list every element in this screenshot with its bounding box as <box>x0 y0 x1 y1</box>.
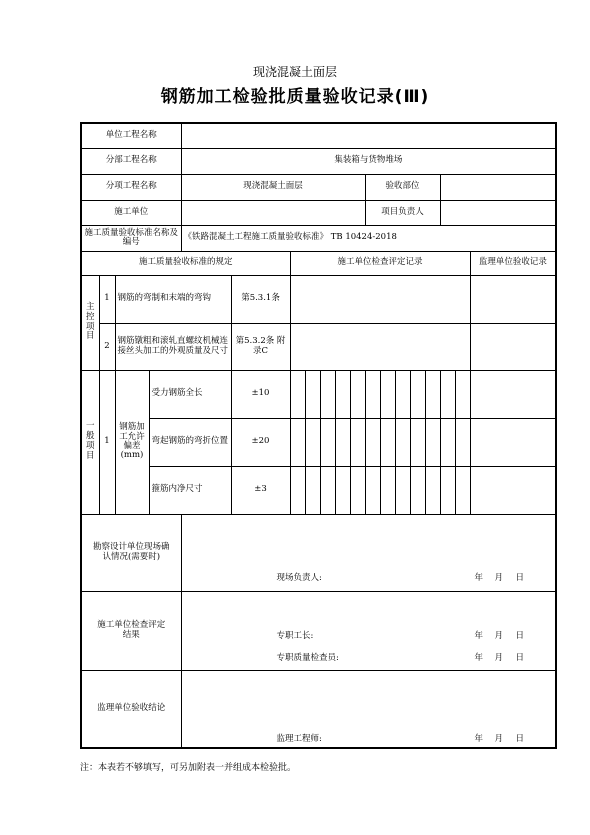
main-control-item-check[interactable] <box>290 323 470 370</box>
general-item-name: 受力钢筋全长 <box>149 370 231 418</box>
measure-cell[interactable] <box>350 370 365 418</box>
construction-day-2: 日 <box>515 652 525 663</box>
general-item-tolerance: ±3 <box>231 466 290 514</box>
measure-cell[interactable] <box>365 466 380 514</box>
measure-cell[interactable] <box>440 466 455 514</box>
main-control-item-ref: 第5.3.2条 附录C <box>231 323 290 370</box>
inspection-part-label: 验收部位 <box>365 174 440 200</box>
measure-cell[interactable] <box>305 418 320 466</box>
construction-year-2: 年 <box>474 652 484 663</box>
construction-month-2: 月 <box>494 652 504 663</box>
supervision-conclusion-label: 监理单位验收结论 <box>81 670 181 748</box>
measure-cell[interactable] <box>425 466 440 514</box>
construction-day-1: 日 <box>515 630 525 641</box>
general-item-name: 箍筋内净尺寸 <box>149 466 231 514</box>
general-item-supervision[interactable] <box>470 370 556 418</box>
construction-unit-value[interactable] <box>181 200 365 225</box>
supervision-signoff-area[interactable] <box>181 670 556 748</box>
standard-value: 《铁路混凝土工程施工质量验收标准》 TB 10424-2018 <box>181 225 556 251</box>
measure-cell[interactable] <box>380 418 395 466</box>
general-item-tolerance: ±20 <box>231 418 290 466</box>
main-control-item-desc: 钢筋镦粗和滚轧直螺纹机械连接丝头加工的外观质量及尺寸 <box>115 323 231 370</box>
construction-year-1: 年 <box>474 630 484 641</box>
measure-cell[interactable] <box>290 418 305 466</box>
measure-cell[interactable] <box>350 418 365 466</box>
measure-cell[interactable] <box>290 466 305 514</box>
survey-label: 勘察设计单位现场确认情况(需要时) <box>81 514 181 591</box>
unit-project-value[interactable] <box>181 123 556 148</box>
survey-signoff-area[interactable] <box>181 514 556 591</box>
measure-cell[interactable] <box>320 370 335 418</box>
measure-cell[interactable] <box>365 418 380 466</box>
column-supervision-check-header: 监理单位验收记录 <box>470 251 556 275</box>
project-manager-value[interactable] <box>440 200 556 225</box>
general-label: 一般项目 <box>81 370 99 514</box>
construction-signoff-area[interactable] <box>181 591 556 670</box>
main-control-item-supervision[interactable] <box>470 275 556 323</box>
standard-label: 施工质量验收标准名称及编号 <box>81 225 181 251</box>
measure-cell[interactable] <box>440 418 455 466</box>
measure-cell[interactable] <box>410 466 425 514</box>
project-manager-label: 项目负责人 <box>365 200 440 225</box>
sub-project-label: 分部工程名称 <box>81 148 181 174</box>
construction-unit-label: 施工单位 <box>81 200 181 225</box>
measure-cell[interactable] <box>440 370 455 418</box>
inspection-form-table <box>80 122 557 749</box>
measure-cell[interactable] <box>335 418 350 466</box>
inspection-part-value[interactable] <box>440 174 556 200</box>
form-title: 钢筋加工检验批质量验收记录(Ⅲ) <box>160 87 430 107</box>
measure-cell[interactable] <box>320 418 335 466</box>
general-item-supervision[interactable] <box>470 418 556 466</box>
main-control-item-desc: 钢筋的弯制和末端的弯钩 <box>115 275 231 323</box>
measure-cell[interactable] <box>395 370 410 418</box>
survey-day: 日 <box>515 572 525 583</box>
measure-cell[interactable] <box>410 418 425 466</box>
measure-cell[interactable] <box>305 466 320 514</box>
measure-cell[interactable] <box>395 418 410 466</box>
measure-cell[interactable] <box>455 466 470 514</box>
measure-cell[interactable] <box>410 370 425 418</box>
unit-project-label: 单位工程名称 <box>81 123 181 148</box>
measure-cell[interactable] <box>425 418 440 466</box>
construction-month-1: 月 <box>494 630 504 641</box>
main-control-item-check[interactable] <box>290 275 470 323</box>
main-control-item-no: 1 <box>99 275 115 323</box>
measure-cell[interactable] <box>320 466 335 514</box>
measure-cell[interactable] <box>425 370 440 418</box>
general-item-no: 1 <box>99 370 115 514</box>
supervision-month: 月 <box>494 733 504 744</box>
measure-cell[interactable] <box>365 370 380 418</box>
footer-note: 注：本表若不够填写，可另加附表一并组成本检验批。 <box>80 763 297 773</box>
general-group-label: 钢筋加工允许偏差(mm) <box>115 370 149 514</box>
column-construction-check-header: 施工单位检查评定记录 <box>290 251 470 275</box>
general-item-tolerance: ±10 <box>231 370 290 418</box>
survey-person-label: 现场负责人: <box>276 572 322 583</box>
survey-month: 月 <box>494 572 504 583</box>
foreman-label: 专职工长: <box>276 630 314 641</box>
supervision-year: 年 <box>474 733 484 744</box>
construction-result-label: 施工单位检查评定结果 <box>81 591 181 670</box>
item-project-label: 分项工程名称 <box>81 174 181 200</box>
sub-project-value[interactable]: 集装箱与货物堆场 <box>181 148 556 174</box>
supervision-day: 日 <box>515 733 525 744</box>
main-control-label: 主控项目 <box>81 275 99 370</box>
measure-cell[interactable] <box>455 370 470 418</box>
main-control-item-no: 2 <box>99 323 115 370</box>
measure-cell[interactable] <box>380 370 395 418</box>
measure-cell[interactable] <box>380 466 395 514</box>
survey-year: 年 <box>474 572 484 583</box>
measure-cell[interactable] <box>350 466 365 514</box>
main-control-item-ref: 第5.3.1条 <box>231 275 290 323</box>
measure-cell[interactable] <box>290 370 305 418</box>
general-item-name: 弯起钢筋的弯折位置 <box>149 418 231 466</box>
measure-cell[interactable] <box>305 370 320 418</box>
item-project-value[interactable]: 现浇混凝土面层 <box>181 174 365 200</box>
column-spec-header: 施工质量验收标准的规定 <box>81 251 290 275</box>
measure-cell[interactable] <box>335 466 350 514</box>
form-subtitle: 现浇混凝土面层 <box>252 65 337 79</box>
measure-cell[interactable] <box>335 370 350 418</box>
quality-inspector-label: 专职质量检查员: <box>276 652 339 663</box>
measure-cell[interactable] <box>395 466 410 514</box>
general-item-supervision[interactable] <box>470 466 556 514</box>
supervision-engineer-label: 监理工程师: <box>276 733 322 744</box>
measure-cell[interactable] <box>455 418 470 466</box>
main-control-item-supervision[interactable] <box>470 323 556 370</box>
